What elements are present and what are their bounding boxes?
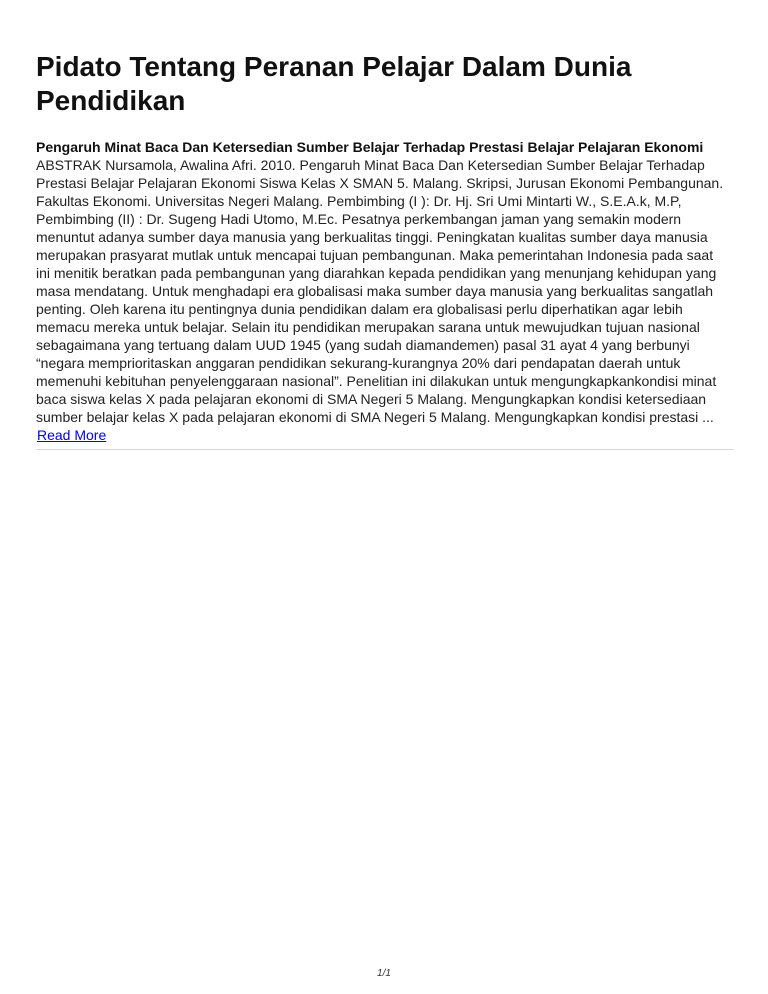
page-title: Pidato Tentang Peranan Pelajar Dalam Dunia Pendidikan	[36, 51, 632, 116]
document-page	[36, 50, 736, 450]
article-title: Pengaruh Minat Baca Dan Ketersedian Sumber Belajar Terhadap Prestasi Belajar Pelajaran Ekonomi	[36, 139, 704, 155]
read-more-link[interactable]: Read More	[37, 427, 107, 443]
article-divider	[36, 449, 734, 450]
article-abstract: ABSTRAK Nursamola, Awalina Afri. 2010. Pengaruh Minat Baca Dan Ketersedian Sumber Belajar Terhadap Prestasi Belajar Pelajaran Ekonomi Siswa Kelas X SMAN 5. Malang. Skripsi, Jurusan Ekonomi Pembangunan. Fakultas Ekonomi. Universitas Negeri Malang. Pembimbing (I ): Dr. Hj. Sri Umi Mintarti W., S.E.A.k, M.P, Pembimbing (II) : Dr. Sugeng Hadi Utomo, M.Ec. Pesatnya perkembangan jaman yang semakin modern menuntut adanya sumber daya manusia yang berkualitas tinggi. Peningkatan kualitas sumber daya manusia merupakan prasyarat mutlak untuk mencapai tujuan pembangunan. Maka pemerintahan Indonesia pada saat ini menitik beratkan pada pembangunan yang diarahkan kepada pendidikan yang menunjang kehidupan yang masa mendatang. Untuk menghadapi era globalisasi maka sumber daya manusia yang berkualitas sangatlah penting. Oleh karena itu pentingnya dunia pendidikan dalam era globalisasi perlu diperhatikan agar lebih memacu mereka untuk belajar. Selain itu pendidikan merupakan sarana untuk mewujudkan tujuan nasional sebagaimana yang tertuang dalam UUD 1945 (yang sudah diamandemen) pasal 31 ayat 4 yang berbunyi “negara memprioritaskan anggaran pendidikan sekurang-kurangnya 20% dari pendapatan daerah untuk memenuhi kebituhan penyelenggaraan nasional”. Penelitian ini dilakukan untuk mengungkapkankondisi minat baca siswa kelas X pada pelajaran ekonomi di SMA Negeri 5 Malang. Mengungkapkan kondisi ketersediaan sumber belajar kelas X pada pelajaran ekonomi di SMA Negeri 5 Malang. Mengungkapkan kondisi prestasi ...	[36, 157, 724, 425]
page-number: 1/1	[377, 968, 391, 979]
article-entry	[36, 138, 736, 450]
